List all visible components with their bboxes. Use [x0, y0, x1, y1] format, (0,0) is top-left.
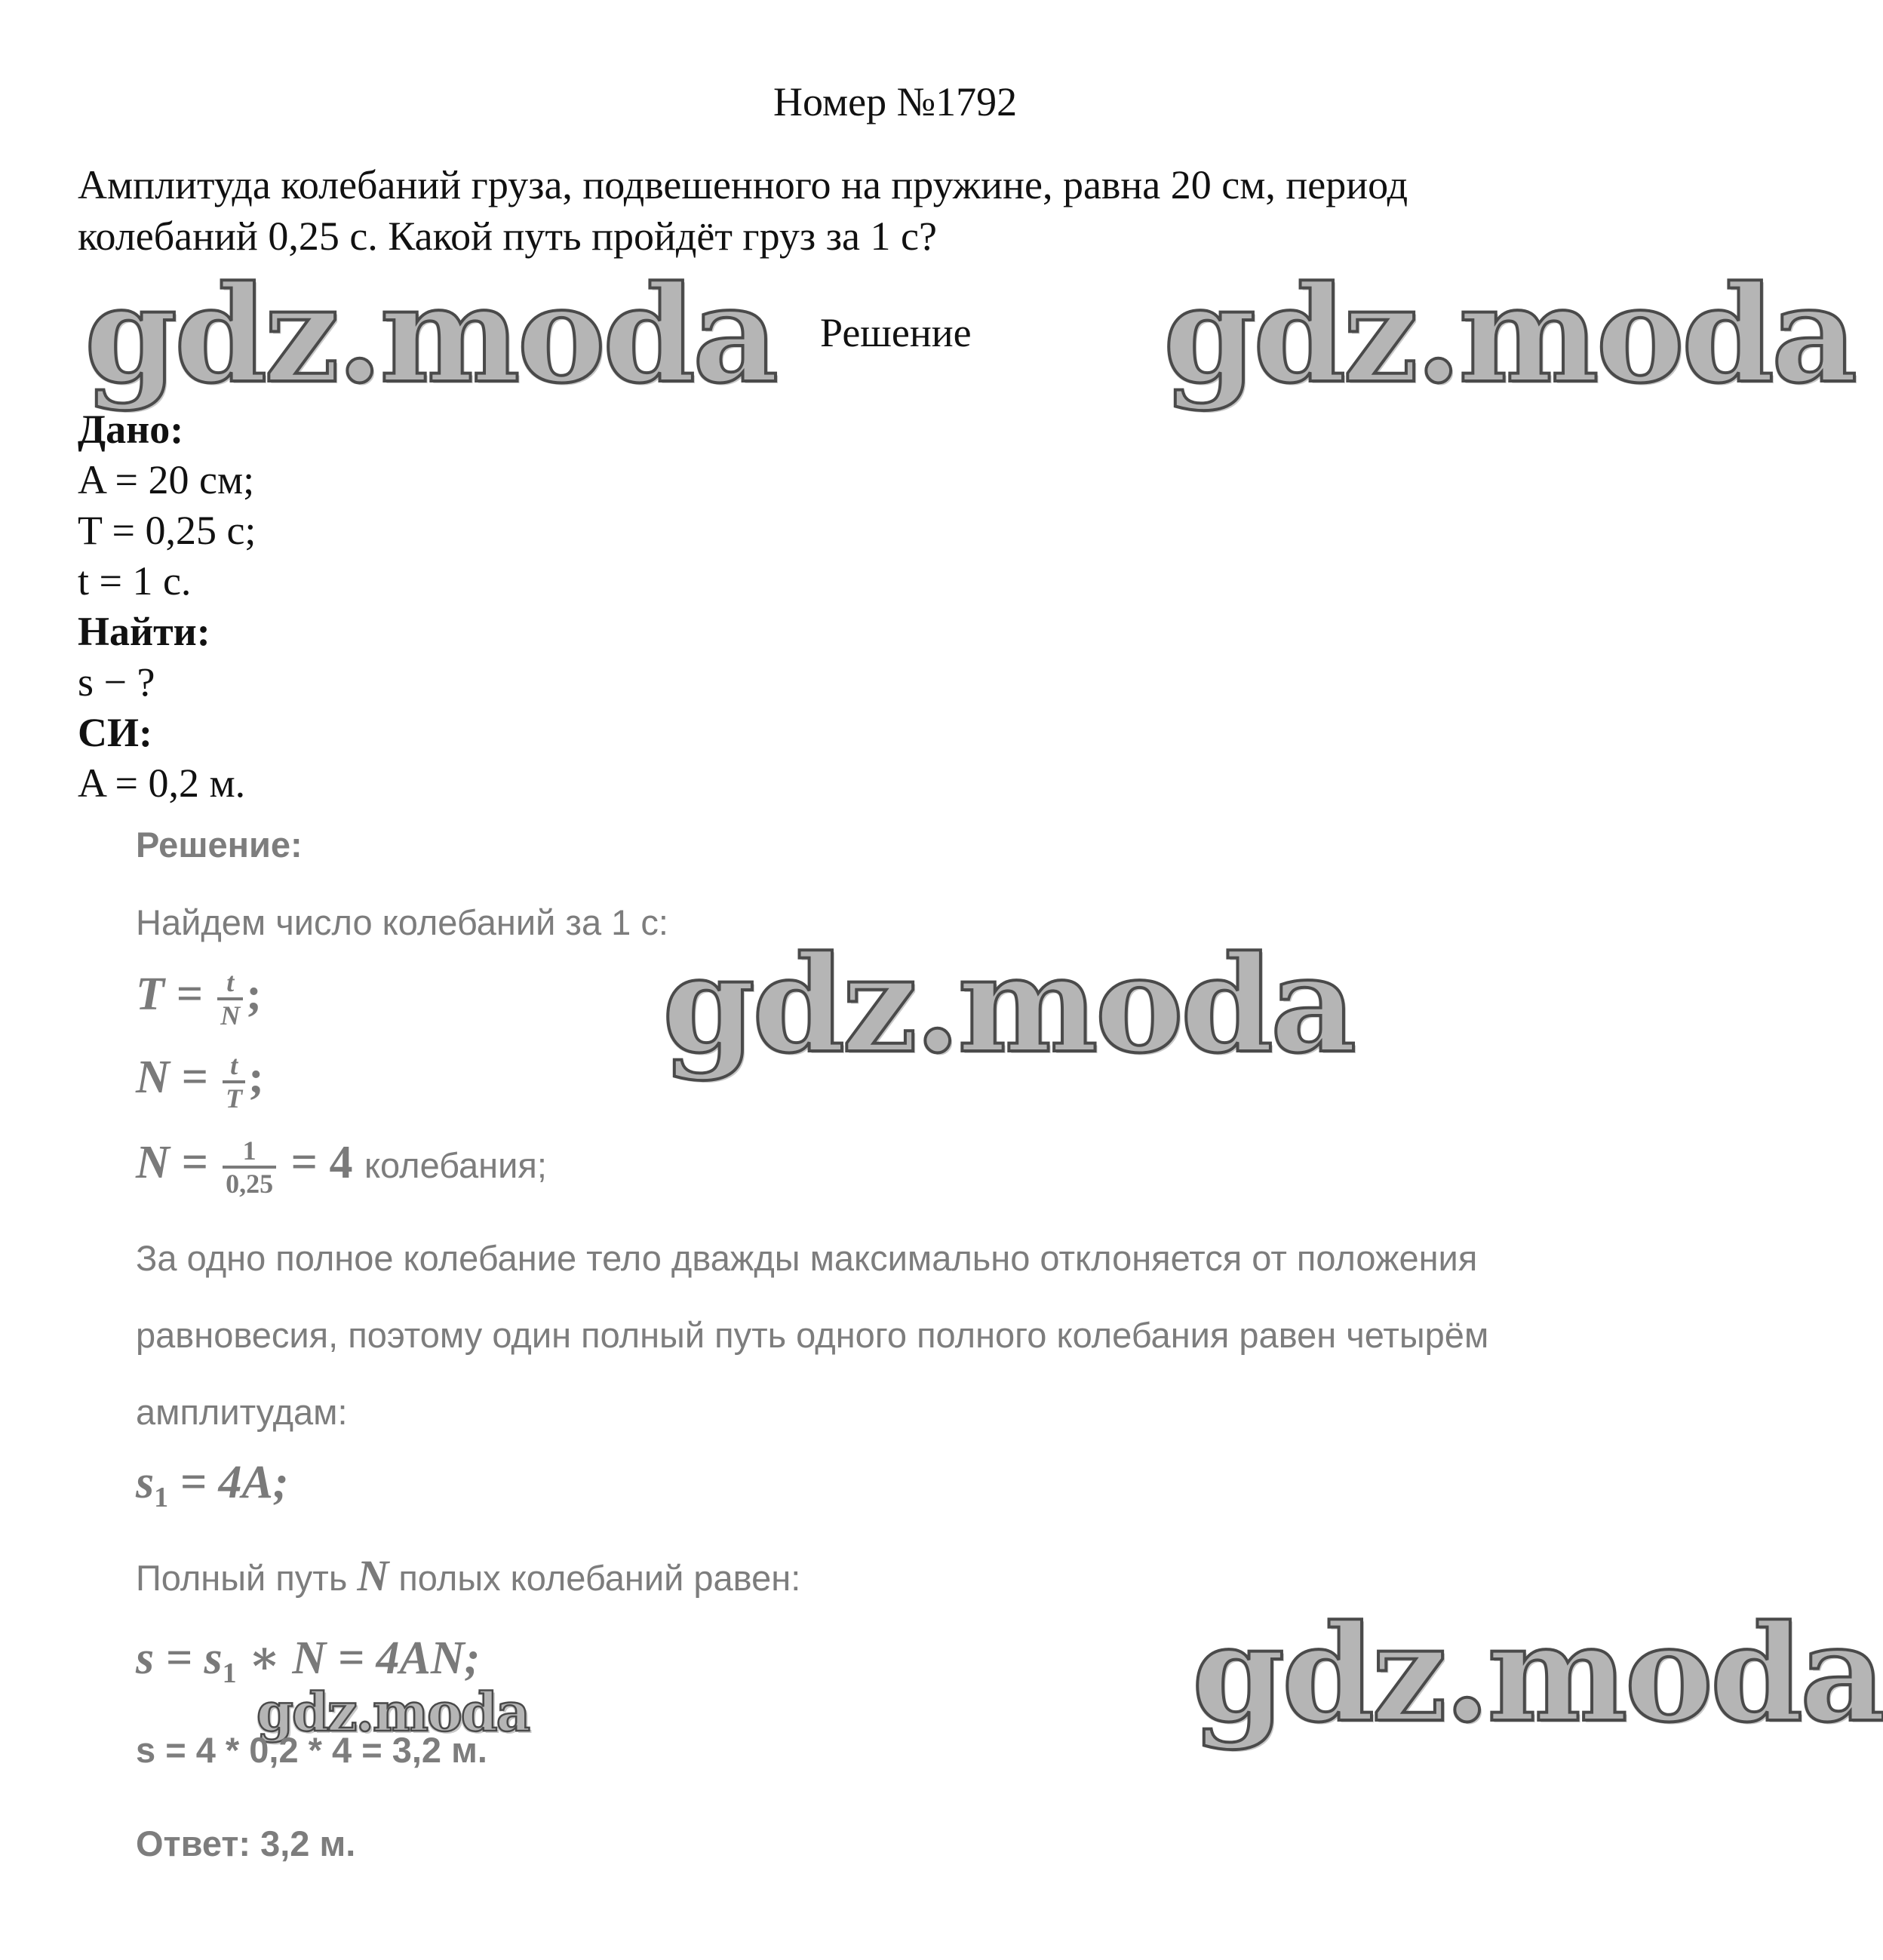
solution-heading: Решение — [820, 310, 972, 355]
explanation-line-3: амплитудам: — [136, 1392, 348, 1432]
explanation-line-2: равновесия, поэтому один полный путь одного полного колебания равен четырём — [136, 1315, 1489, 1355]
answer: Ответ: 3,2 м. — [136, 1823, 356, 1863]
watermark: gdz.moda — [662, 926, 1354, 1083]
equation-count-value: N = $\frac{1}{0,25}$ = 4 колебания; — [136, 1135, 547, 1199]
given-item: t = 1 с. — [78, 558, 192, 604]
equation-single-path: $s_1 = 4A$; — [136, 1457, 289, 1513]
explanation-line-1: За одно полное колебание тело дважды максимально отклоняется от положения — [136, 1238, 1478, 1278]
watermark: gdz.moda — [1192, 1596, 1883, 1752]
watermark-small: gdz.moda — [256, 1681, 530, 1743]
given-item: A = 20 см; — [78, 457, 255, 502]
problem-line-1: Амплитуда колебаний груза, подвешенного на пружине, равна 20 см, период — [78, 162, 1408, 207]
equation-total-path: $s = s_1$ ∗ N = 4AN; — [136, 1633, 481, 1689]
equation-period: T = $\frac{t}{N}$ ; — [136, 967, 262, 1031]
given-heading: Дано: — [78, 407, 184, 452]
si-heading: СИ: — [78, 710, 152, 755]
given-item: T = 0,25 с; — [78, 508, 256, 553]
find-heading: Найти: — [78, 609, 210, 654]
equation-result: s = 4 * 0,2 * 4 = 3,2 м. — [136, 1730, 487, 1770]
solution-step-1: Найдем число колебаний за 1 с: — [136, 902, 668, 942]
page-title: Номер №1792 — [773, 79, 1018, 124]
watermark: gdz.moda — [84, 257, 776, 413]
total-path-line: Полный путь N полых колебаний равен: — [136, 1551, 801, 1600]
watermark: gdz.moda — [1163, 257, 1855, 413]
solution-label: Решение: — [136, 825, 303, 865]
problem-line-2: колебаний 0,25 с. Какой путь пройдёт груз за 1 с? — [78, 214, 937, 259]
find-value: s − ? — [78, 659, 155, 705]
si-value: A = 0,2 м. — [78, 760, 246, 806]
equation-count: N = $\frac{t}{T}$ ; — [136, 1050, 264, 1114]
